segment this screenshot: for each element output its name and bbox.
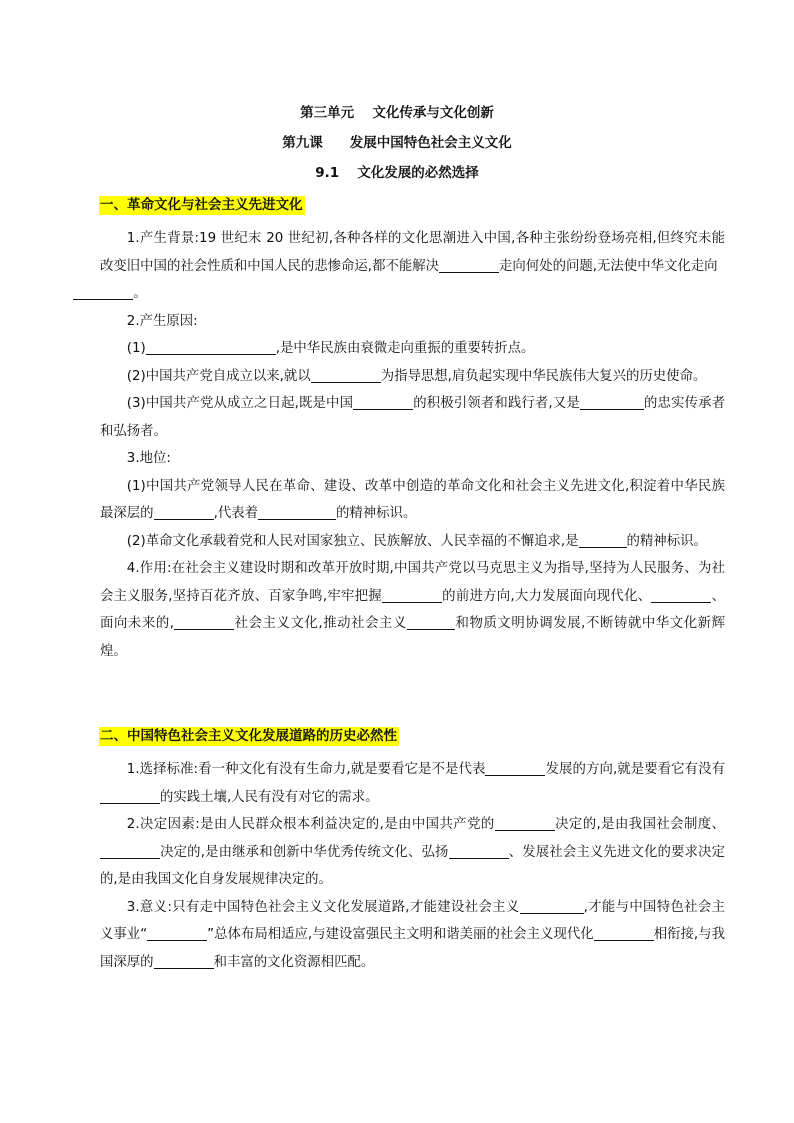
fill-blank[interactable] <box>594 925 654 941</box>
section-2-heading: 二、中国特色社会主义文化发展道路的历史必然性 <box>100 728 397 744</box>
paragraph-factors: 2.决定因素:是由人民群众根本利益决定的,是由中国共产党的 决定的,是由我国社会制度、决定的,是由继承和创新中华优秀传统文化、弘扬 、发展社会主义先进文化的要求决定的,是由我国文化自身发展规律决定的。 <box>100 817 725 887</box>
lesson-title: 第九课 发展中国特色社会主义文化 <box>282 135 512 151</box>
fill-blank[interactable] <box>100 788 160 804</box>
fill-blank[interactable] <box>100 843 160 859</box>
fill-blank[interactable] <box>580 394 644 410</box>
paragraph-background: 1.产生背景:19 世纪末 20 世纪初,各种各样的文化思潮进入中国,各种主张纷纷登场亮相,但终究未能改变旧中国的社会性质和中国人民的悲惨命运,都不能解决 走向何处的问题,无法使中华文化走向 。 <box>100 225 725 308</box>
paragraph-cause-2: (2)中国共产党自成立以来,就以 为指导思想,肩负起实现中华民族伟大复兴的历史使命。 <box>126 368 707 384</box>
paragraph-status-2: (2)革命文化承载着党和人民对国家独立、民族解放、人民幸福的不懈追求,是 的精神标识。 <box>126 533 707 549</box>
fill-blank[interactable] <box>449 843 509 859</box>
section-1-body <box>100 225 725 665</box>
fill-blank[interactable] <box>311 367 381 383</box>
fill-blank[interactable] <box>154 504 214 520</box>
fill-blank[interactable] <box>382 587 442 603</box>
paragraph-status-1: (1)中国共产党领导人民在革命、建设、改革中创造的革命文化和社会主义先进文化,积淀着中华民族最深层的 ,代表着 的精神标识。 <box>100 478 725 521</box>
fill-blank[interactable] <box>73 284 133 300</box>
section-title: 9.1 文化发展的必然选择 <box>315 165 479 181</box>
fill-blank[interactable] <box>485 760 545 776</box>
paragraph-role: 4.作用:在社会主义建设时期和改革开放时期,中国共产党以马克思主义为指导,坚持为人民服务、为社会主义服务,坚持百花齐放、百家争鸣,牢牢把握 的前进方向,大力发展面向现代化、 、面向未来的, 社会主义文化,推动社会主义 和物质文明协调发展,不断铸就中华文化新辉煌。 <box>100 561 726 659</box>
fill-blank[interactable] <box>147 925 207 941</box>
fill-blank[interactable] <box>174 614 234 630</box>
fill-blank[interactable] <box>258 504 336 520</box>
fill-blank[interactable] <box>154 953 214 969</box>
fill-blank[interactable] <box>146 339 276 355</box>
fill-blank[interactable] <box>579 532 627 548</box>
paragraph-cause-1: (1) ,是中华民族由衰微走向重振的重要转折点。 <box>126 341 535 356</box>
section-2-body <box>100 756 725 976</box>
fill-blank[interactable] <box>353 394 413 410</box>
fill-blank[interactable] <box>520 898 584 914</box>
paragraph-criterion: 1.选择标准:看一种文化有没有生命力,就是要看它是不是代表 发展的方向,就是要看它有没有的实践土壤,人民有没有对它的需求。 <box>100 756 725 811</box>
section-1-heading: 一、革命文化与社会主义先进文化 <box>100 197 303 213</box>
paragraph-cause-3: (3)中国共产党从成立之日起,既是中国 的积极引领者和践行者,又是 的忠实传承者和弘扬者。 <box>100 396 725 439</box>
paragraph-significance: 3.意义:只有走中国特色社会主义文化发展道路,才能建设社会主义 ,才能与中国特色社会主义事业“ ”总体布局相适应,与建设富强民主文明和谐美丽的社会主义现代化 相衔接,与我国深厚的 和丰富的文化资源相匹配。 <box>100 899 725 970</box>
paragraph-cause-heading: 2.产生原因: <box>126 313 198 329</box>
fill-blank[interactable] <box>495 815 555 831</box>
paragraph-status-heading: 3.地位: <box>126 451 171 466</box>
fill-blank[interactable] <box>651 587 711 603</box>
fill-blank[interactable] <box>407 614 455 630</box>
fill-blank[interactable] <box>439 257 499 273</box>
unit-title: 第三单元 文化传承与文化创新 <box>300 105 494 121</box>
